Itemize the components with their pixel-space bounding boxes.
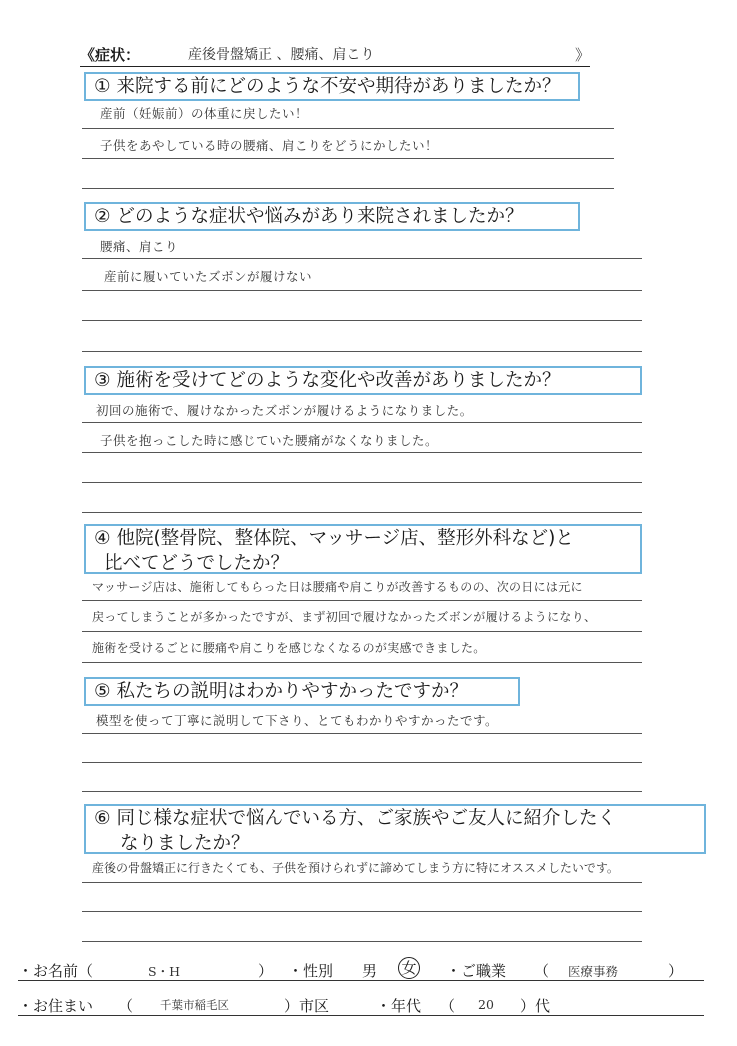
address-value: 千葉市稲毛区	[160, 998, 229, 1012]
q2-answer-2: 産前に履いていたズボンが履けない	[104, 269, 313, 284]
question-4	[84, 524, 642, 574]
q4-rule-2	[82, 631, 642, 632]
address-open: （	[118, 997, 134, 1015]
q3-answer-1: 初回の施術で、履けなかったズボンが履けるようになりました。	[96, 403, 473, 418]
q2-rule-2	[82, 290, 642, 291]
question-5: ⑤ 私たちの説明はわかりやすかったですか？	[84, 677, 520, 706]
q1-rule-2	[82, 158, 614, 159]
age-open: （	[440, 997, 456, 1015]
name-close: ）	[258, 962, 274, 980]
symptom-bracket-end: 》	[574, 46, 590, 64]
question-2: ② どのような症状や悩みがあり来院されましたか？	[84, 202, 580, 231]
job-open: （	[534, 962, 550, 980]
question-6	[84, 804, 706, 854]
job-value: 医療事務	[568, 964, 619, 979]
symptom-label: 《症状：	[80, 46, 141, 64]
q5-answer-1: 模型を使って丁寧に説明して下さり、とてもわかりやすかったです。	[96, 713, 499, 728]
q6-answer-1: 産後の骨盤矯正に行きたくても、子供を預けられずに諦めてしまう方に特にオススメしたいです。	[92, 861, 619, 875]
q2-rule-4	[82, 351, 642, 352]
question-1: ① 来院する前にどのような不安や期待がありましたか？	[84, 72, 580, 101]
age-suffix: ）代	[520, 997, 551, 1015]
q5-rule-3	[82, 791, 642, 792]
question-3: ③ 施術を受けてどのような変化や改善がありましたか？	[84, 366, 642, 395]
q5-rule-1	[82, 733, 642, 734]
gender-female-circled	[398, 957, 420, 979]
q4-answer-1: マッサージ店は、施術してもらった日は腰痛や肩こりが改善するものの、次の日には元に	[92, 580, 583, 594]
q4-answer-3: 施術を受けるごとに腰痛や肩こりを感じなくなるのが実感できました。	[92, 641, 486, 655]
q1-rule-1	[82, 128, 614, 129]
q2-rule-1	[82, 258, 642, 259]
q6-rule-2	[82, 911, 642, 912]
gender-male: 男	[362, 962, 378, 980]
q3-rule-2	[82, 452, 642, 453]
q6-rule-1	[82, 882, 642, 883]
name-value: S・H	[148, 964, 180, 979]
q2-rule-3	[82, 320, 642, 321]
symptom-header	[80, 44, 590, 66]
question-6-line-2: なりましたか？	[120, 833, 250, 854]
question-4-line-1: ④ 他院(整骨院、整体院、マッサージ店、整形外科など)と	[94, 528, 574, 549]
question-4-line-2: 比べてどうでしたか？	[104, 553, 290, 574]
q1-rule-3	[82, 188, 614, 189]
footer-rule-1	[18, 980, 704, 981]
question-6-line-1: ⑥ 同じ様な症状で悩んでいる方、ご家族やご友人に紹介したく	[94, 808, 616, 829]
name-label: ・お名前（	[18, 962, 94, 980]
footer-rule-2	[18, 1015, 704, 1016]
q4-rule-1	[82, 600, 642, 601]
address-label: ・お住まい	[18, 997, 94, 1015]
age-label: ・年代	[376, 997, 422, 1015]
q1-answer-2: 子供をあやしている時の腰痛、肩こりをどうにかしたい！	[100, 138, 439, 153]
gender-label: ・性別	[288, 962, 334, 980]
q5-rule-2	[82, 762, 642, 763]
q4-rule-3	[82, 662, 642, 663]
age-value: 20	[478, 997, 494, 1012]
q2-answer-1: 腰痛、肩こり	[100, 239, 179, 254]
q3-rule-4	[82, 512, 642, 513]
job-label: ・ご職業	[446, 962, 507, 980]
q3-rule-1	[82, 422, 642, 423]
city-suffix: ）市区	[284, 997, 330, 1015]
job-close: ）	[668, 962, 684, 980]
gender-female: 女	[398, 957, 420, 979]
q3-rule-3	[82, 482, 642, 483]
symptom-value: 産後骨盤矯正 、腰痛、肩こり	[188, 47, 375, 63]
q1-answer-1: 産前（妊娠前）の体重に戻したい！	[100, 106, 309, 121]
q6-rule-3	[82, 941, 642, 942]
q3-answer-2: 子供を抱っこした時に感じていた腰痛がなくなりました。	[100, 433, 439, 448]
header-underline	[80, 66, 590, 67]
q4-answer-2: 戻ってしまうことが多かったですが、まず初回で履けなかったズボンが履けるようになり、	[92, 610, 597, 624]
